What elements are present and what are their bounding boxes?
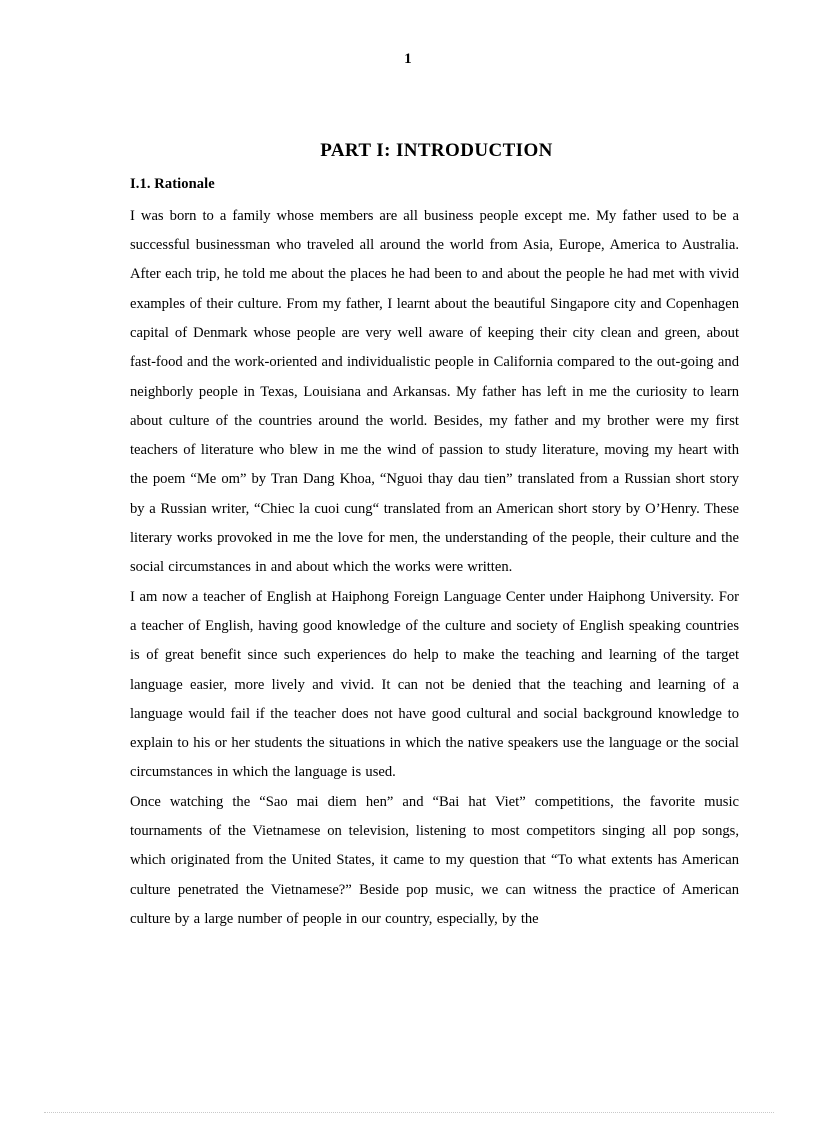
paragraph-rationale-2: I am now a teacher of English at Haiphong Foreign Language Center under Haiphong University. For a teacher of English, having good knowledge of the culture and society of English speaking countries is of great benefit since such experiences do help to make the teaching and learning of the target language easier, more lively and vivid. It can not be denied that the teaching and learning of a language would fail if the teacher does not have good cultural and social background knowledge to explain to his or her students the situations in which the native speakers use the language or the social circumstances in which the language is used. — [130, 588, 739, 781]
paragraph-rationale-3: Once watching the “Sao mai diem hen” and “Bai hat Viet” competitions, the favorite music tournaments of the Vietnamese on television, listening to most competitors singing all pop songs, which originated from the United States, it came to my question that “To what extents has American culture penetrated the Vietnamese?” Beside pop music, we can witness the practice of American culture by a large number of people in our country, especially, by the — [130, 793, 739, 927]
page-content — [130, 140, 739, 934]
paragraph-rationale-1: I was born to a family whose members are all business people except me. My father used to be a successful businessman who traveled all around the world from Asia, Europe, America to Australia. After each trip, he told me about the places he had been to and about the people he had met with vivid examples of their culture. From my father, I learnt about the beautiful Singapore city and Copenhagen capital of Denmark whose people are very well aware of keeping their city clean and green, about fast-food and the work-oriented and individualistic people in California compared to the out-going and neighborly people in Texas, Louisiana and Arkansas. My father has left in me the curiosity to learn about culture of the countries around the world. Besides, my father and my brother were my first teachers of literature who blew in me the wind of passion to study literature, moving my heart with the poem “Me om” by Tran Dang Khoa, “Nguoi thay dau tien” translated from a Russian short story by a Russian writer, “Chiec la cuoi cung“ translated from an American short story by O’Henry. These literary works provoked in me the love for men, the understanding of the people, their culture and the social circumstances in and about which the works were written. — [130, 207, 739, 576]
footer-divider — [44, 1112, 774, 1114]
section-heading-rationale: I.1. Rationale — [130, 175, 215, 192]
part-title: PART I: INTRODUCTION — [320, 140, 553, 161]
page-number: 1 — [404, 51, 412, 67]
